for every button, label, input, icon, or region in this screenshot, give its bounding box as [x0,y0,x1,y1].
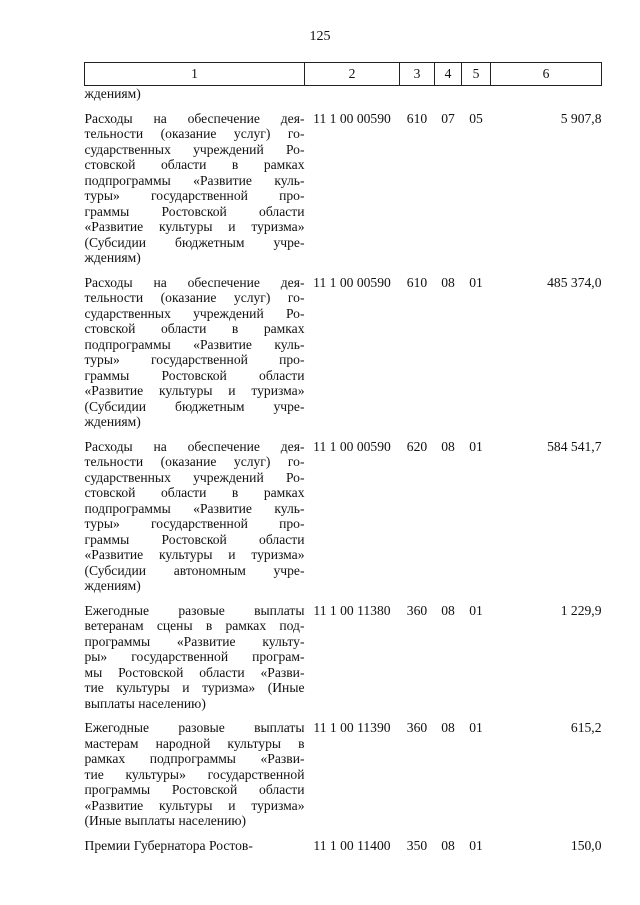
description-line: рамках подпрограммы «Разви- [84,751,305,766]
description-line: «Развитие культуры и туризма» [84,219,305,234]
row-description [85,601,305,719]
subsection-code: 01 [469,837,483,853]
budget-table [84,62,602,860]
description-line: Премии Губернатора Ростов- [84,837,253,853]
section-code: 08 [441,837,455,853]
description-line: ждениям) [84,578,141,593]
description-line: ры» государственной програм- [84,649,305,664]
subsection-code: 01 [469,274,483,290]
description-line: туры» государственной про- [84,516,305,531]
page-number: 125 [309,29,331,44]
subsection-code: 01 [469,438,483,454]
section-code: 08 [441,602,455,618]
description-line: тие культуры и туризма» (Иные [84,680,305,695]
description-line: сударственных учреждений Ро- [84,141,305,157]
description-line: «Развитие культуры и туризма» [84,797,305,813]
description-line: подпрограммы «Развитие куль- [84,172,305,188]
description-line: Расходы на обеспечение дея- [84,274,305,290]
description-line: стовской области в рамках [84,485,305,500]
description-line: (Субсидии бюджетным учре- [84,234,305,250]
table-header-row [85,63,602,86]
description-line: (Субсидии автономным учре- [84,562,305,578]
table-row [85,718,602,836]
table-body [85,86,602,861]
target-item-code: 11 1 00 00590 [313,438,391,454]
description-line: (Субсидии бюджетным учре- [84,398,305,414]
table-row [85,109,602,273]
description-line: ветеранам сцены в рамках под- [84,618,305,633]
row-description [85,273,305,437]
amount-value: 584 541,7 [547,438,602,454]
target-item-code: 11 1 00 11390 [313,720,391,735]
expense-type-code: 610 [406,110,428,126]
table-row [85,437,602,601]
section-code: 08 [441,274,455,290]
description-line: подпрограммы «Развитие куль- [84,336,305,352]
column-header: 3 [400,63,435,86]
section-code: 08 [441,720,455,735]
target-item-code: 11 1 00 00590 [313,274,391,290]
description-line: ждениям) [84,414,141,429]
table-row [85,601,602,719]
description-line: Расходы на обеспечение дея- [84,110,305,126]
description-line: тельности (оказание услуг) го- [84,454,305,469]
subsection-code: 01 [469,720,483,735]
target-item-code [305,86,400,109]
expense-type-code: 620 [406,438,428,454]
description-line: Ежегодные разовые выплаты [84,720,305,735]
amount-value: 5 907,8 [560,110,602,126]
column-header: 5 [462,63,491,86]
description-line: мастерам народной культуры в [84,735,305,751]
target-item-code: 11 1 00 11400 [313,837,391,853]
amount-value: 485 374,0 [547,274,602,290]
section-code: 08 [441,438,455,454]
description-line: тельности (оказание услуг) го- [84,126,305,141]
amount-value [491,86,602,109]
description-line: (Иные выплаты населению) [84,813,247,828]
description-line: тие культуры» государственной [84,766,305,782]
description-line: стовской области в рамках [84,321,305,336]
row-description [85,437,305,601]
description-line: сударственных учреждений Ро- [84,469,305,485]
description-line: программы «Развитие культу- [84,633,305,649]
column-header: 6 [491,63,602,86]
column-header: 2 [305,63,400,86]
section-code [435,86,462,109]
description-line: сударственных учреждений Ро- [84,305,305,321]
description-line: «Развитие культуры и туризма» [84,383,305,398]
table-row [85,836,602,861]
description-line: выплаты населению) [84,695,206,711]
column-header: 4 [435,63,462,86]
description-line: Расходы на обеспечение дея- [84,438,305,454]
description-line: граммы Ростовской области [84,203,305,219]
amount-value: 150,0 [570,837,602,853]
description-line: программы Ростовской области [84,782,305,797]
description-line: туры» государственной про- [84,188,305,203]
row-description [85,86,305,109]
row-description [85,109,305,273]
description-line: граммы Ростовской области [84,531,305,547]
description-line: тельности (оказание услуг) го- [84,290,305,305]
expense-type-code: 360 [406,720,428,735]
expense-type-code: 350 [406,837,428,853]
table-row [85,273,602,437]
column-header: 1 [85,63,305,86]
target-item-code: 11 1 00 00590 [313,110,391,126]
expense-type-code: 610 [406,274,428,290]
description-line: стовской области в рамках [84,157,305,172]
expense-type-code: 360 [406,602,428,618]
subsection-code: 05 [469,110,483,126]
section-code: 07 [441,110,455,126]
description-line: «Развитие культуры и туризма» [84,547,305,562]
description-line: ждениям) [84,250,141,265]
description-line: ждениям) [84,86,141,101]
amount-value: 1 229,9 [560,602,602,618]
amount-value: 615,2 [570,720,602,735]
description-line: подпрограммы «Развитие куль- [84,500,305,516]
description-line: граммы Ростовской области [84,367,305,383]
description-line: Ежегодные разовые выплаты [84,602,305,618]
description-line: мы Ростовской области «Разви- [84,664,305,680]
subsection-code [462,86,491,109]
subsection-code: 01 [469,602,483,618]
target-item-code: 11 1 00 11380 [313,602,391,618]
row-description [85,836,305,861]
row-description [85,718,305,836]
description-line: туры» государственной про- [84,352,305,367]
table-row [85,86,602,109]
expense-type-code [400,86,435,109]
